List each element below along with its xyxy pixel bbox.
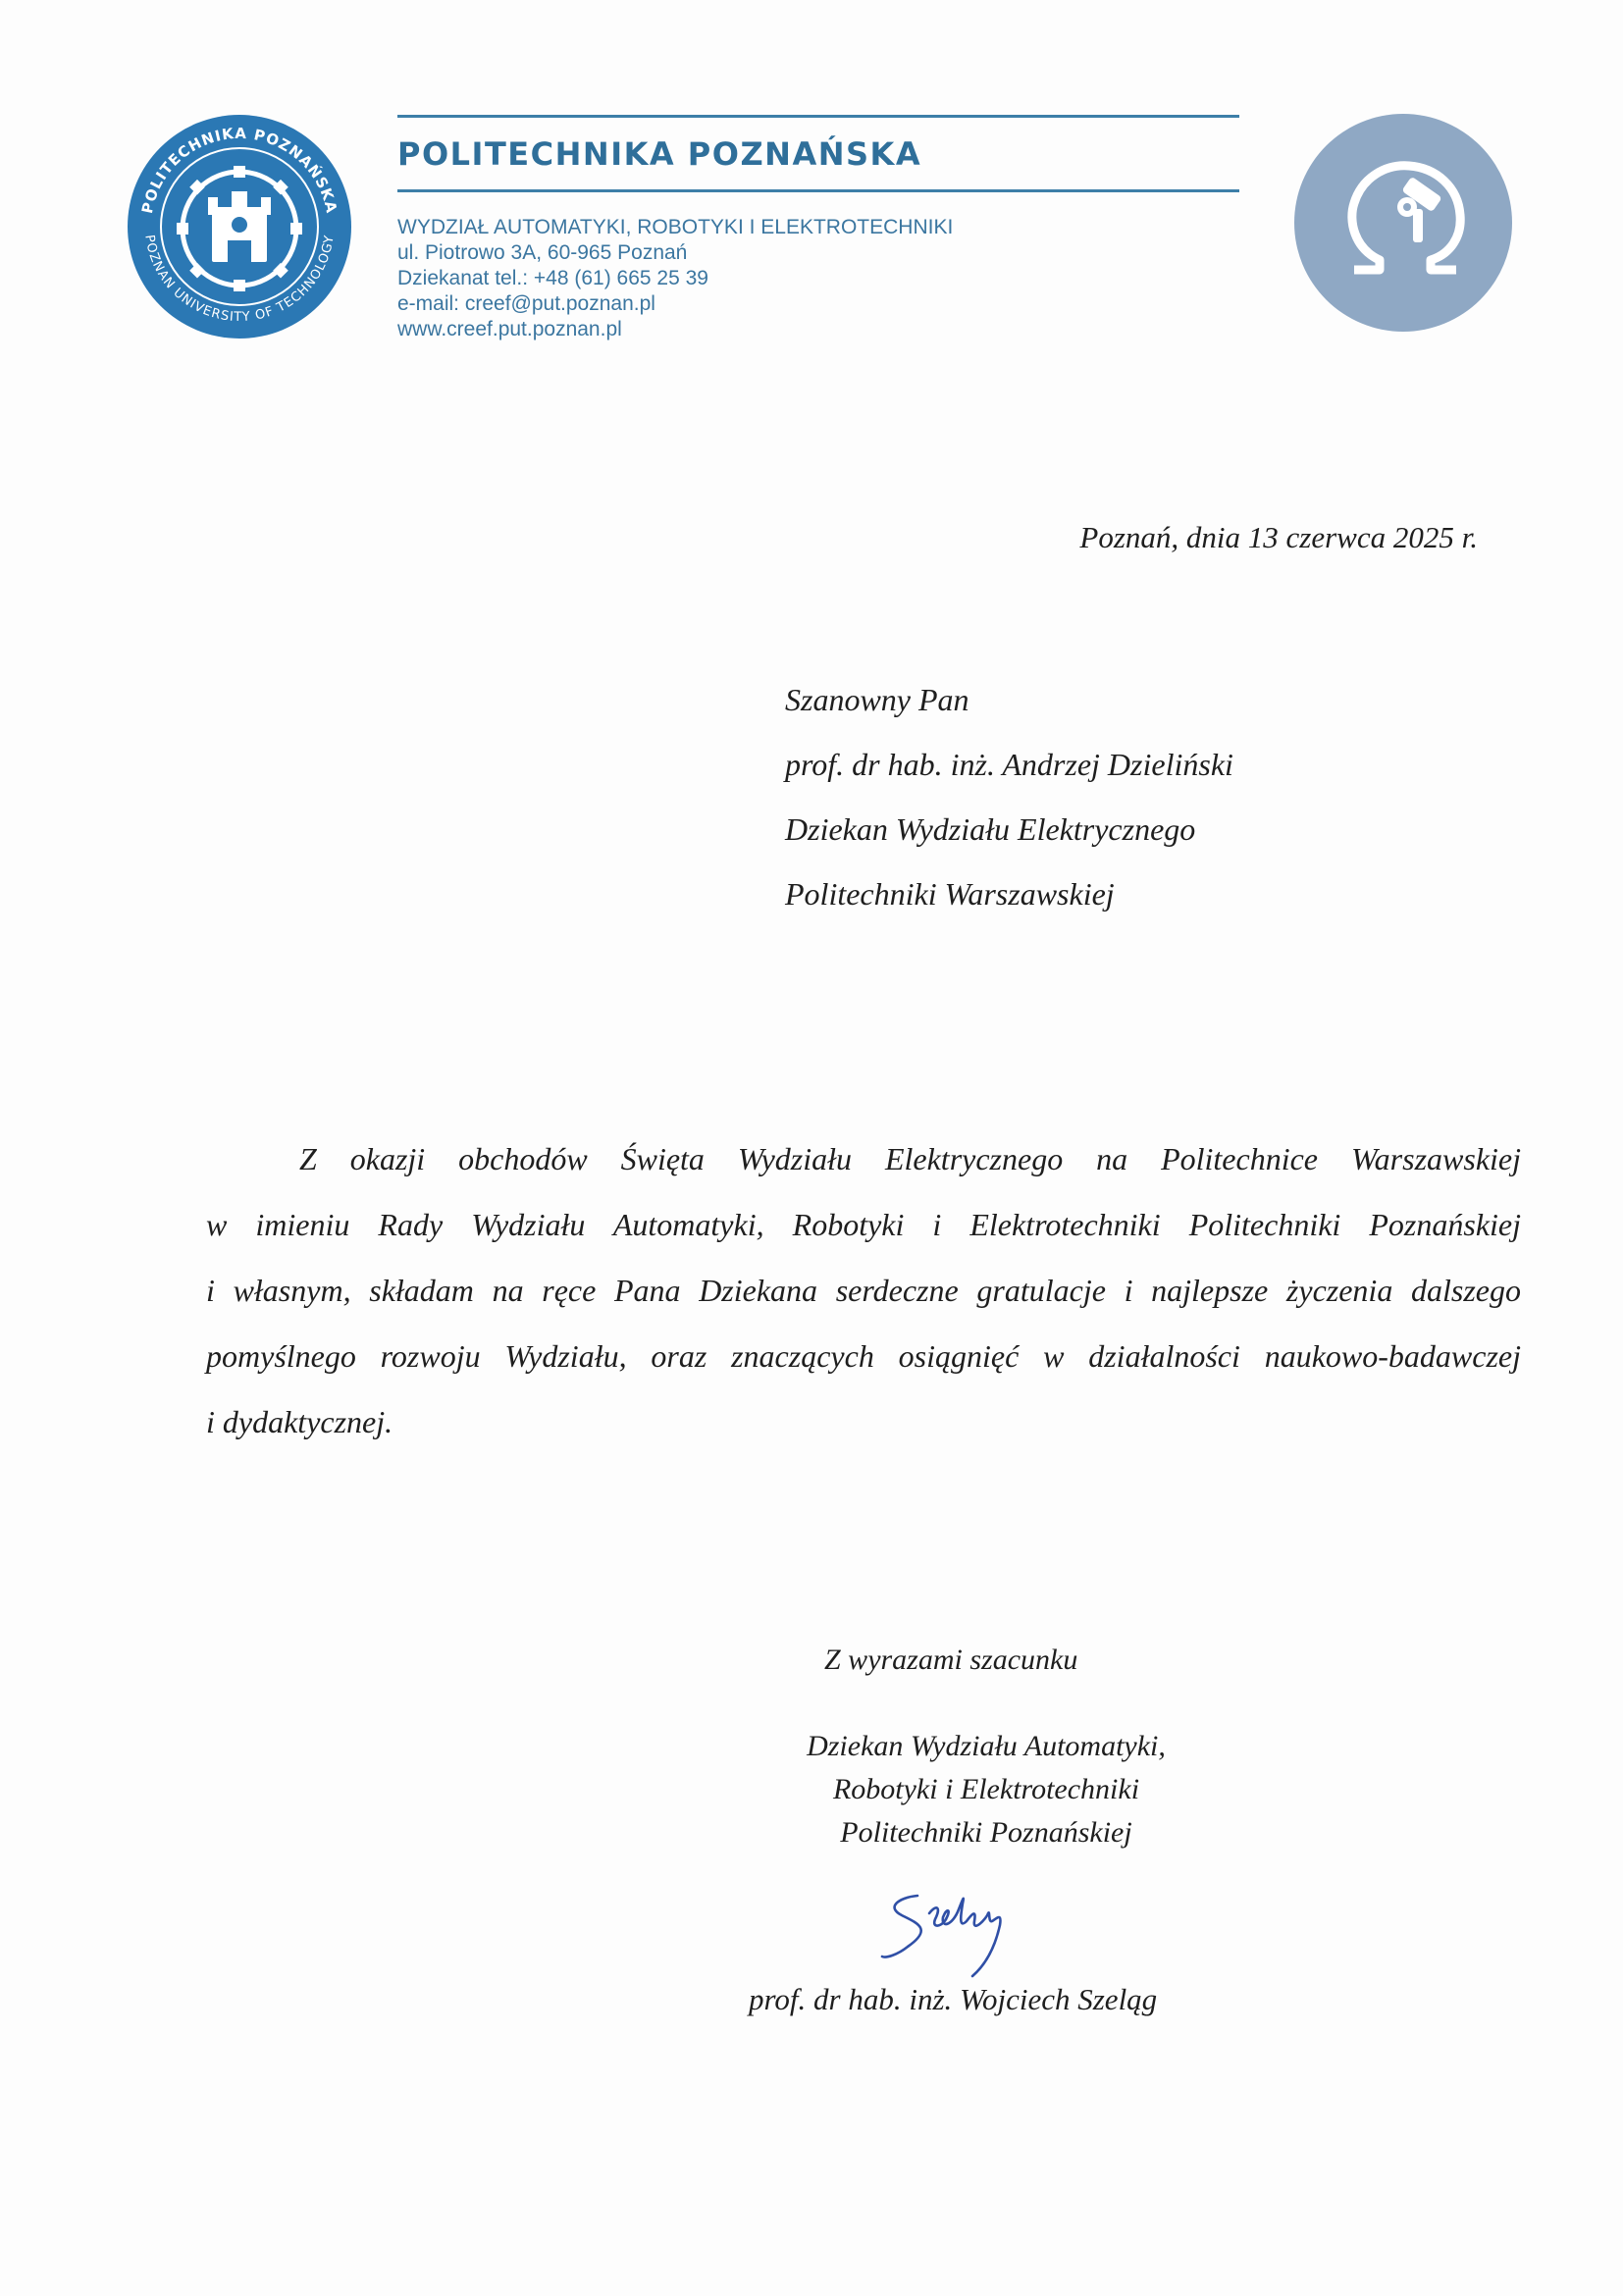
department-website: www.creef.put.poznan.pl <box>397 318 622 340</box>
university-name: POLITECHNIKA POZNAŃSKA <box>397 135 922 173</box>
department-phone: Dziekanat tel.: +48 (61) 665 25 39 <box>397 267 708 289</box>
signatory-title-line: Politechniki Poznańskiej <box>840 1816 1132 1849</box>
signatory-name: prof. dr hab. inż. Wojciech Szeląg <box>749 1982 1158 2016</box>
signatory-title <box>731 1725 1241 1854</box>
addressee-institution: Politechniki Warszawskiej <box>785 876 1115 912</box>
body-line: w imieniu Rady Wydziału Automatyki, Robotyki i Elektrotechniki Politechniki Poznańskiej <box>206 1207 1521 1242</box>
body-line: pomyślnego rozwoju Wydziału, oraz znaczących osiągnięć w działalności naukowo-badawczej <box>206 1338 1521 1374</box>
addressee-position: Dziekan Wydziału Elektrycznego <box>785 811 1196 847</box>
letter-date: Poznań, dnia 13 czerwca 2025 r. <box>1079 520 1478 554</box>
department-name: WYDZIAŁ AUTOMATYKI, ROBOTYKI I ELEKTROTECHNIKI <box>397 216 954 238</box>
header-rule-bottom <box>397 189 1239 192</box>
body-line: Z okazji obchodów Święta Wydziału Elektrycznego na Politechnice Warszawskiej <box>299 1141 1521 1176</box>
department-contact-block <box>397 215 953 342</box>
university-seal-logo <box>126 113 353 340</box>
closing-phrase: Z wyrazami szacunku <box>824 1644 1078 1676</box>
svg-text:POLITECHNIKA POZNAŃSKA: POLITECHNIKA POZNAŃSKA <box>137 124 341 216</box>
addressee-block <box>785 667 1233 926</box>
letter-body <box>206 1126 1521 1455</box>
department-address: ul. Piotrowo 3A, 60-965 Poznań <box>397 241 688 264</box>
department-email: e-mail: creef@put.poznan.pl <box>397 292 655 315</box>
svg-text:POZNAN UNIVERSITY OF TECHNOLOG: POZNAN UNIVERSITY OF TECHNOLOGY <box>141 234 338 326</box>
department-omega-logo <box>1293 113 1513 333</box>
signatory-title-line: Robotyki i Elektrotechniki <box>832 1773 1140 1805</box>
addressee-salutation: Szanowny Pan <box>785 682 969 717</box>
handwritten-signature <box>878 1874 1074 1982</box>
signatory-title-line: Dziekan Wydziału Automatyki, <box>807 1730 1166 1762</box>
header-rule-top <box>397 115 1239 118</box>
body-line: i dydaktycznej. <box>206 1404 393 1439</box>
body-line: i własnym, składam na ręce Pana Dziekana serdeczne gratulacje i najlepsze życzenia dalszego <box>206 1273 1521 1308</box>
addressee-name: prof. dr hab. inż. Andrzej Dzieliński <box>785 747 1233 782</box>
